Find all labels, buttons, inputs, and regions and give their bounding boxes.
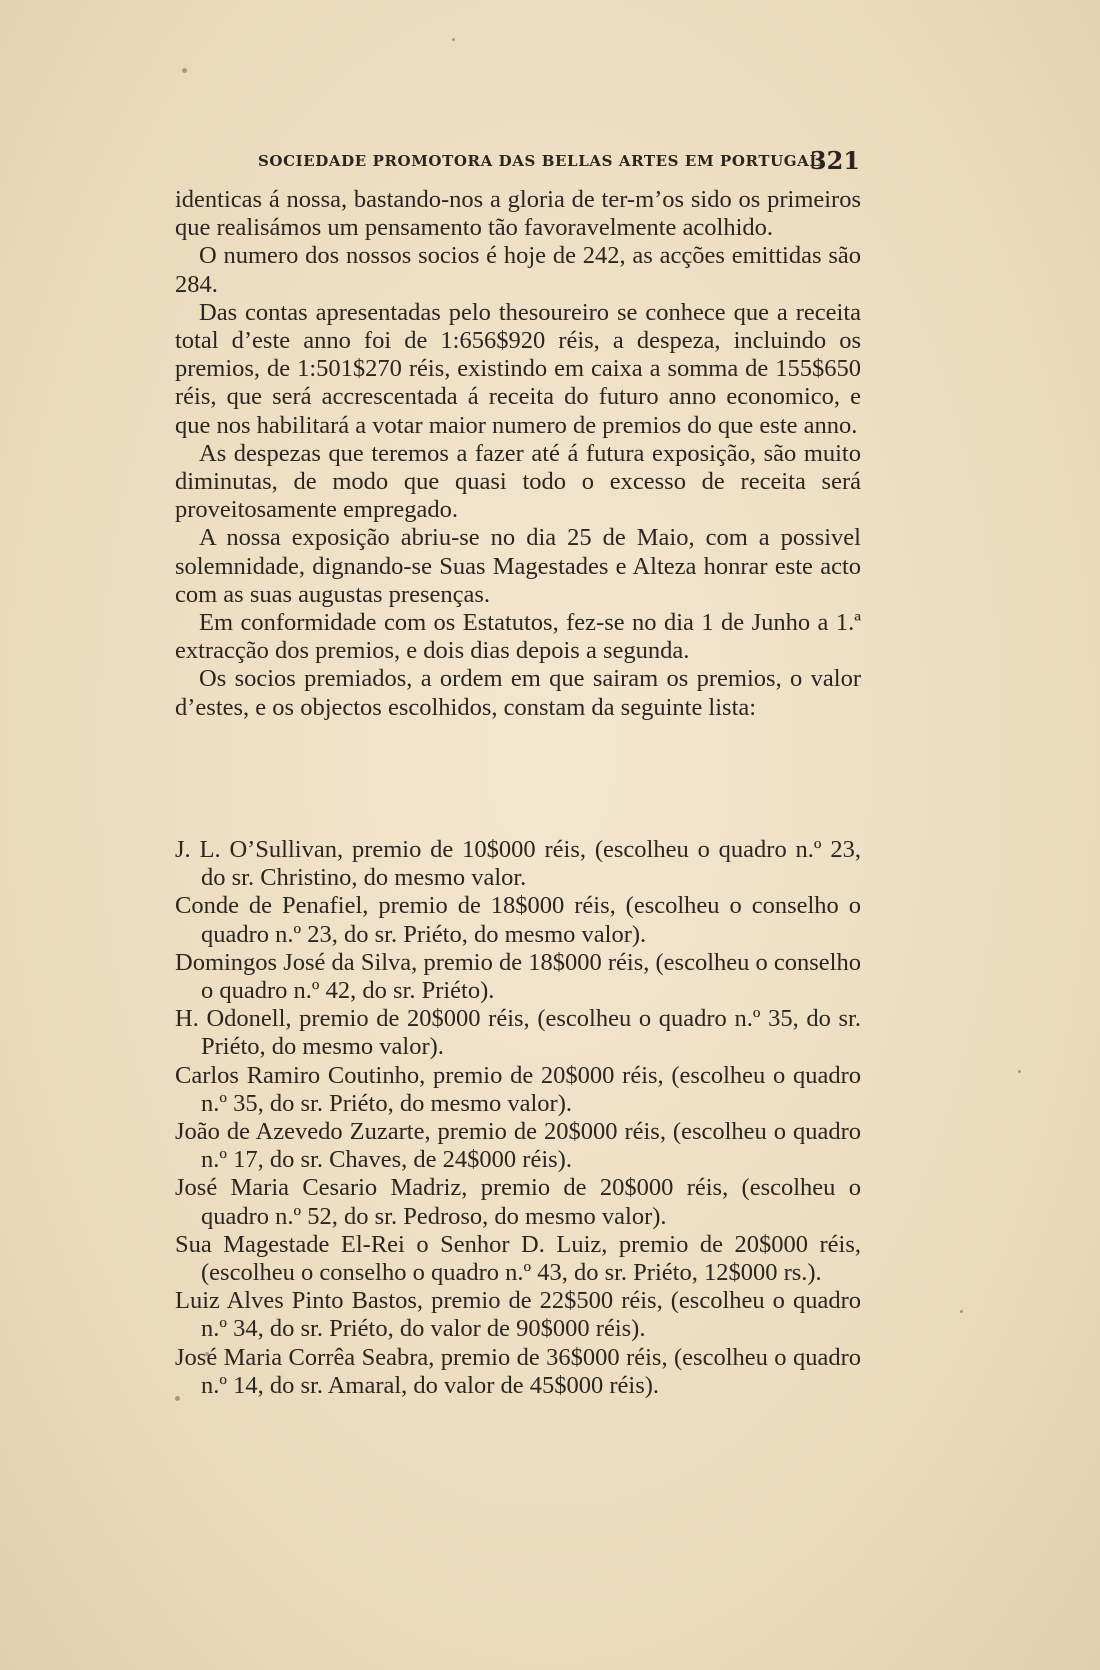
paper-speck (1018, 1070, 1021, 1073)
list-item: João de Azevedo Zuzarte, premio de 20$000 réis, (escolheu o quadro n.º 17, do sr. Chaves, de 24$000 réis). (175, 1118, 861, 1174)
list-item: Domingos José da Silva, premio de 18$000 réis, (escolheu o conselho o quadro n.º 42, do sr. Priéto). (175, 948, 861, 1005)
header-title: SOCIEDADE PROMOTORA DAS BELLAS ARTES EM PORTUGAL (258, 152, 821, 170)
list-item: José Maria Cesario Madriz, premio de 20$000 réis, (escolheu o quadro n.º 52, do sr. Pedroso, do mesmo valor). (175, 1174, 861, 1230)
running-header (258, 146, 860, 176)
list-item: J. L. O’Sullivan, premio de 10$000 réis, (escolheu o quadro n.º 23, do sr. Christino, do mesmo valor. (175, 836, 861, 892)
paper-speck (182, 68, 187, 73)
list-item: Sua Magestade El-Rei o Senhor D. Luiz, premio de 20$000 réis, (escolheu o conselho o quadro n.º 43, do sr. Priéto, 12$000 rs.). (175, 1230, 861, 1287)
list-item: José Maria Corrêa Seabra, premio de 36$000 réis, (escolheu o quadro n.º 14, do sr. Amaral, do valor de 45$000 réis). (175, 1343, 861, 1399)
paragraph-extraction: Em conformidade com os Estatutos, fez-se no dia 1 de Junho a 1.ª extracção dos premios, e dois dias depois a segunda. (175, 609, 861, 665)
list-item: Conde de Penafiel, premio de 18$000 réis, (escolheu o conselho o quadro n.º 23, do sr. Priéto, do mesmo valor). (175, 892, 861, 948)
list-item: Luiz Alves Pinto Bastos, premio de 22$500 réis, (escolheu o quadro n.º 34, do sr. Priéto, do valor de 90$000 réis). (175, 1287, 861, 1343)
paragraph-members: O numero dos nossos socios é hoje de 242, as acções emittidas são 284. (175, 242, 861, 298)
prize-list (175, 836, 861, 1400)
report-body (175, 186, 861, 722)
paragraph-expenses: As despezas que teremos a fazer até á futura exposição, são muito diminutas, de modo que quasi todo o excesso de receita será proveitosamente empregado. (175, 439, 861, 524)
paragraph-exhibition: A nossa exposição abriu-se no dia 25 de Maio, com a possivel solemnidade, dignando-se Suas Magestades e Alteza honrar este acto com as suas augustas presenças. (175, 524, 861, 608)
paragraph-continuation: identicas á nossa, bastando-nos a gloria de ter-m’os sido os primeiros que realisámos um pensamento tão favoravelmente acolhido. (175, 186, 861, 242)
list-item: Carlos Ramiro Coutinho, premio de 20$000 réis, (escolheu o quadro n.º 35, do sr. Priéto, do mesmo valor). (175, 1061, 861, 1117)
list-item: H. Odonell, premio de 20$000 réis, (escolheu o quadro n.º 35, do sr. Priéto, do mesmo valor). (175, 1005, 861, 1061)
paper-speck (452, 38, 455, 41)
page-number: 321 (809, 146, 860, 175)
paper-speck (960, 1310, 963, 1313)
paragraph-accounts: Das contas apresentadas pelo thesoureiro se conhece que a receita total d’este anno foi de 1:656$920 réis, a despeza, incluindo os premios, de 1:501$270 réis, existindo em caixa a somma de 155$650 réis, que será accrescentada á receita do futuro anno economico, e que nos habilitará a votar maior numero de premios do que este anno. (175, 298, 861, 439)
paragraph-list-intro: Os socios premiados, a ordem em que sairam os premios, o valor d’estes, e os objectos escolhidos, constam da seguinte lista: (175, 665, 861, 721)
